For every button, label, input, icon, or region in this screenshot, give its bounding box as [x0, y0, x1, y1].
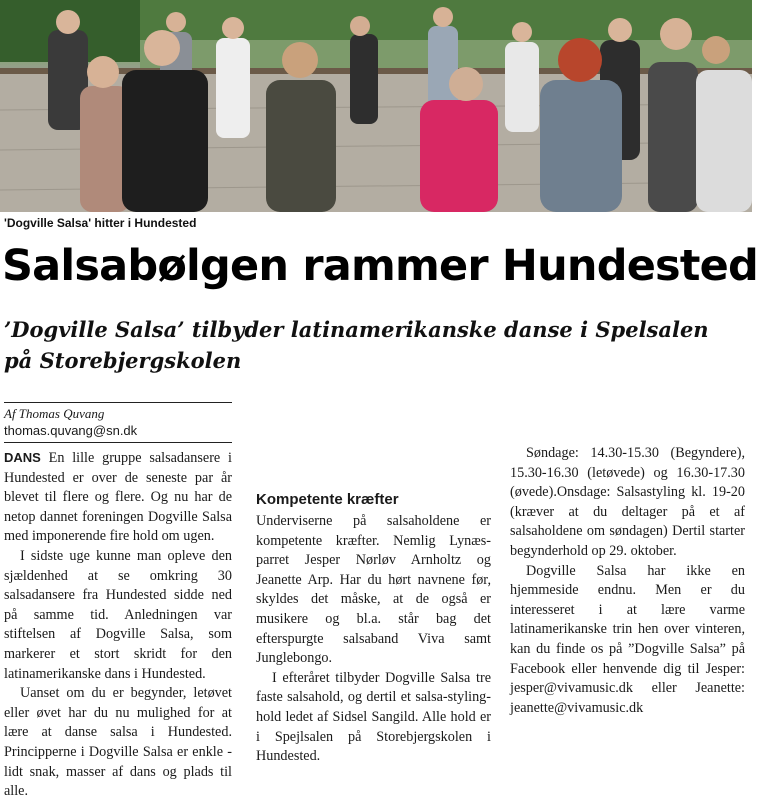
column-2: [256, 404, 491, 767]
paragraph-1-text: En lille gruppe salsadansere i Hundested er over de seneste par år blevet til flere og flere. Og nu har de netop dannet foreningen Dogville Salsa med imponerende fire hold om ugen.: [4, 450, 232, 545]
paragraph-3: Uanset om du er begynder, letøvet eller øvet har du nu mulighed for at lære at danse salsa i Hundested. Principperne i Dogville Salsa er enkle - lidt snak, masser af dans og plads til alle.: [4, 685, 232, 800]
author-email[interactable]: thomas.quvang@sn.dk: [4, 423, 138, 438]
column-3: [510, 404, 745, 718]
subheadline: ’Dogville Salsa’ tilbyder latinamerikanske danse i Spelsalen på Storebjergskolen: [4, 317, 709, 373]
paragraph-6: Søndage: 14.30-15.30 (Begyndere), 15.30-16.30 (letøvede) og 16.30-17.30 (øvede).Onsdage: Salsastyling kl. 19-20 (kræver at du deltager på et af salsaholdene om søndagen) Dertil starter begynderhold op 29. oktober.: [510, 445, 745, 559]
article-photo: [0, 0, 752, 212]
paragraph-1: [4, 448, 232, 547]
paragraph-7: Dogville Salsa har ikke en hjemmeside endnu. Men er du interesseret i at lære varme latinamerikanske trin hen over vinteren, kan du finde os på ”Dogville Salsa” på Facebook eller henvende dig til Jesper: jesper@vivamusic.dk eller Jeanette: jeanette@vivamusic.dk: [510, 562, 745, 716]
divider: [4, 442, 232, 443]
salsa-dancers-illustration: [0, 0, 752, 212]
divider: [4, 402, 232, 403]
photo-caption: 'Dogville Salsa' hitter i Hundested: [4, 216, 197, 230]
byline: Af Thomas Quvang: [4, 406, 105, 421]
paragraph-5: I efteråret tilbyder Dogville Salsa tre faste salsahold, og dertil et salsa-styling-hold ledet af Sidsel Sangild. Alle hold er i Spejlsalen på Storebjergskolen i Hundested.: [256, 669, 491, 765]
column-1: [4, 402, 232, 800]
paragraph-2: I sidste uge kunne man opleve den sjældenhed at se omkring 30 salsadansere fra Hundested sidde ned på samme tid. Anledningen var stiftelsen af Dogville Salsa, som markerer et stort skridt for den latinamerikanske dans i Hundested.: [4, 547, 232, 682]
lead-word: DANS: [4, 450, 41, 465]
paragraph-4: Underviserne på salsaholdene er kompetente kræfter. Nemlig Lynæs-parret Jesper Nørløv Arnholtz og Jeanette Arp. Har du hørt navnene før, skyldes det måske, at de også er musikere og bl.a. står bag det efterspurgte salsaband Viva samt Junglebongo.: [256, 513, 491, 667]
subheading: Kompetente kræfter: [256, 491, 399, 508]
headline: Salsabølgen rammer Hundested: [2, 241, 758, 291]
